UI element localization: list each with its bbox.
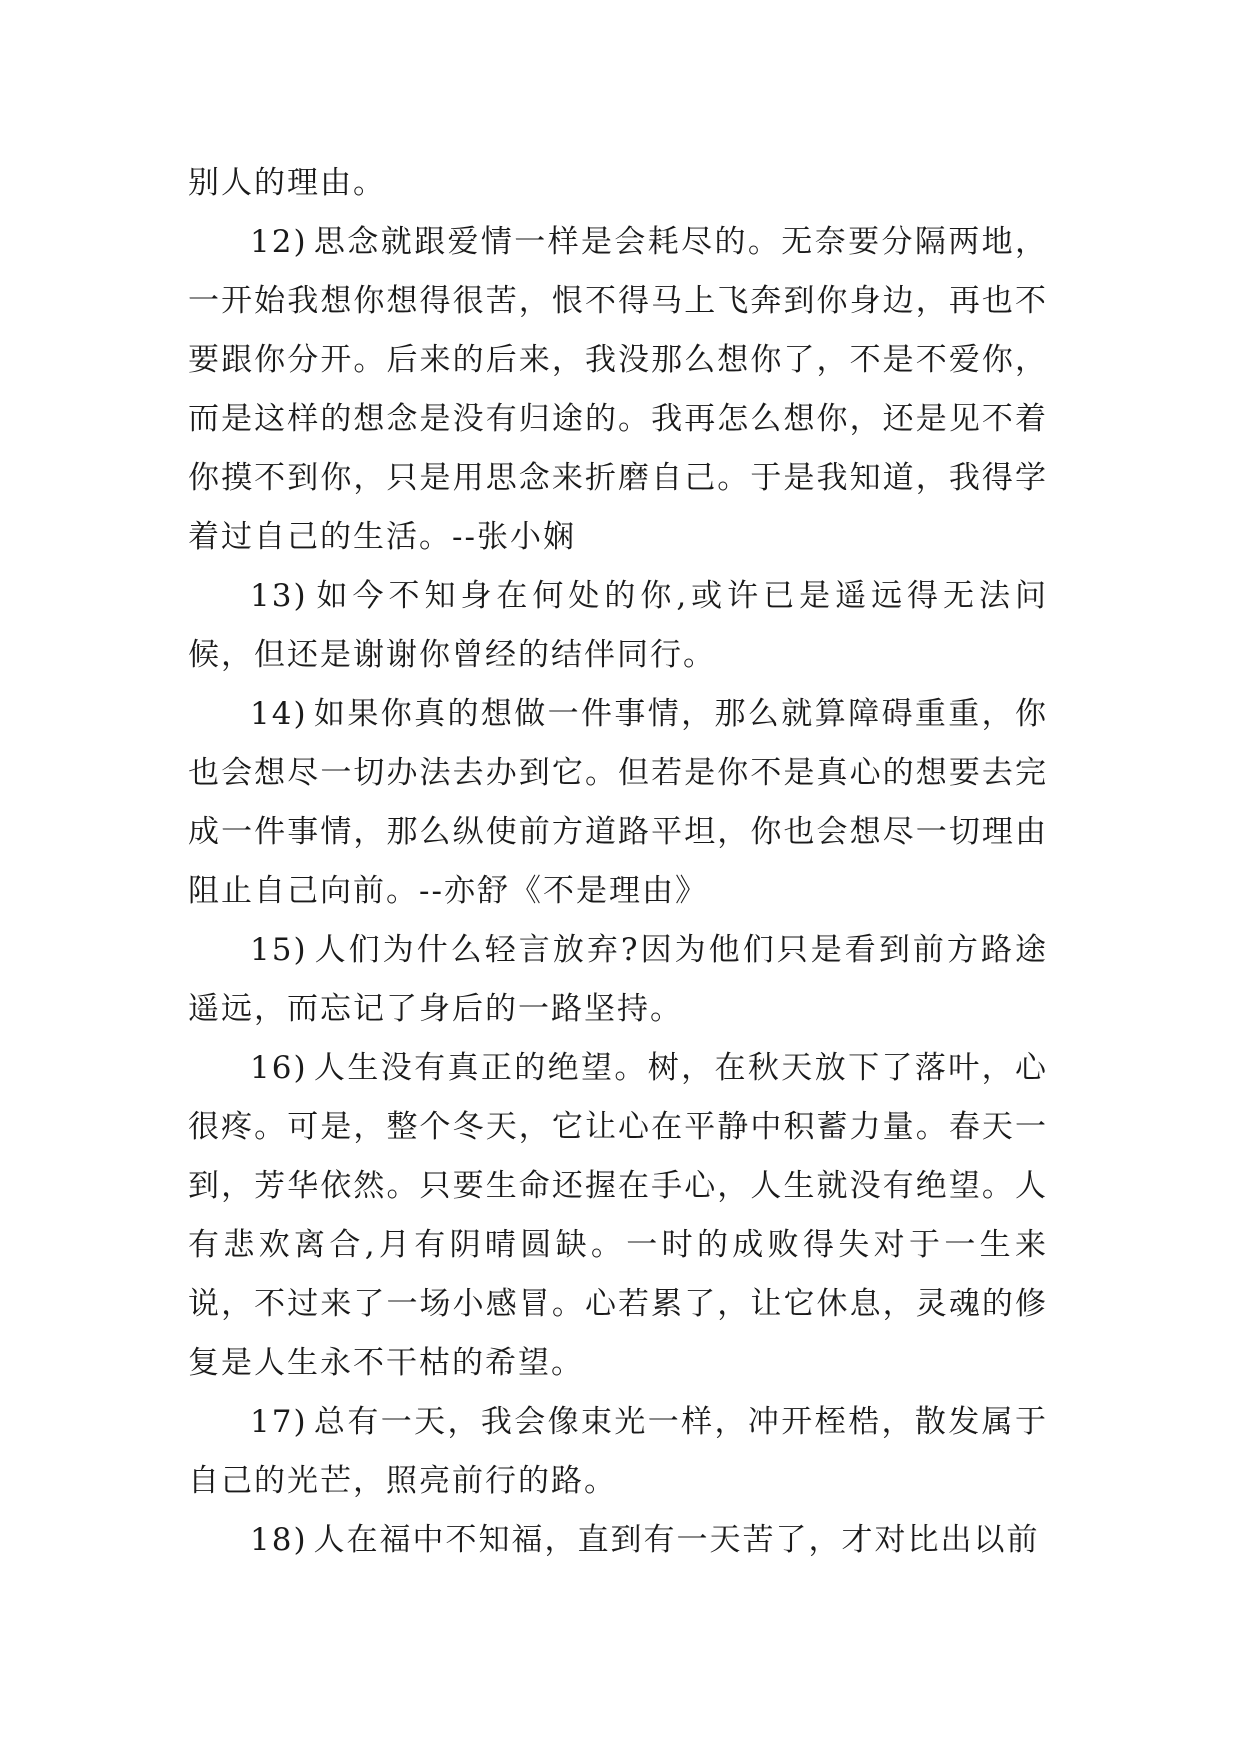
paragraph-number: 16) (250, 1050, 308, 1086)
paragraph-17 (188, 1393, 1048, 1511)
paragraph-text: 人在福中不知福，直到有一天苦了，才对比出以前 (313, 1522, 1040, 1558)
paragraph-number: 15) (250, 932, 308, 968)
paragraph-16 (188, 1039, 1048, 1393)
paragraph-number: 13) (250, 578, 308, 614)
paragraph-text: 如今不知身在何处的你,或许已是遥远得无法问候，但还是谢谢你曾经的结伴同行。 (188, 578, 1048, 673)
paragraph-text: 人们为什么轻言放弃?因为他们只是看到前方路途遥远，而忘记了身后的一路坚持。 (188, 932, 1048, 1027)
paragraph-text: 人生没有真正的绝望。树，在秋天放下了落叶，心很疼。可是，整个冬天，它让心在平静中积蓄力量。春天一到，芳华依然。只要生命还握在手心，人生就没有绝望。人有悲欢离合,月有阴晴圆缺。一时的成败得失对于一生来说，不过来了一场小感冒。心若累了，让它休息，灵魂的修复是人生永不干枯的希望。 (188, 1050, 1048, 1381)
paragraph-continuation (188, 154, 1048, 213)
paragraph-text: 思念就跟爱情一样是会耗尽的。无奈要分隔两地，一开始我想你想得很苦，恨不得马上飞奔到你身边，再也不要跟你分开。后来的后来，我没那么想你了，不是不爱你，而是这样的想念是没有归途的。我再怎么想你，还是见不着你摸不到你，只是用思念来折磨自己。于是我知道，我得学着过自己的生活。--张小娴 (188, 224, 1048, 555)
paragraph-text: 如果你真的想做一件事情，那么就算障碍重重，你也会想尽一切办法去办到它。但若是你不是真心的想要去完成一件事情，那么纵使前方道路平坦，你也会想尽一切理由阻止自己向前。--亦舒《不是理由》 (188, 696, 1048, 909)
paragraph-text: 总有一天，我会像束光一样，冲开桎梏，散发属于自己的光芒，照亮前行的路。 (188, 1404, 1048, 1499)
paragraph-number: 14) (250, 696, 308, 732)
paragraph-12 (188, 213, 1048, 567)
paragraph-18 (188, 1511, 1048, 1570)
paragraph-13 (188, 567, 1048, 685)
paragraph-text: 别人的理由。 (188, 165, 386, 201)
paragraph-15 (188, 921, 1048, 1039)
paragraph-14 (188, 685, 1048, 921)
paragraph-number: 17) (250, 1404, 308, 1440)
body-text (188, 154, 1048, 1570)
paragraph-number: 18) (250, 1522, 308, 1558)
paragraph-number: 12) (250, 224, 308, 260)
